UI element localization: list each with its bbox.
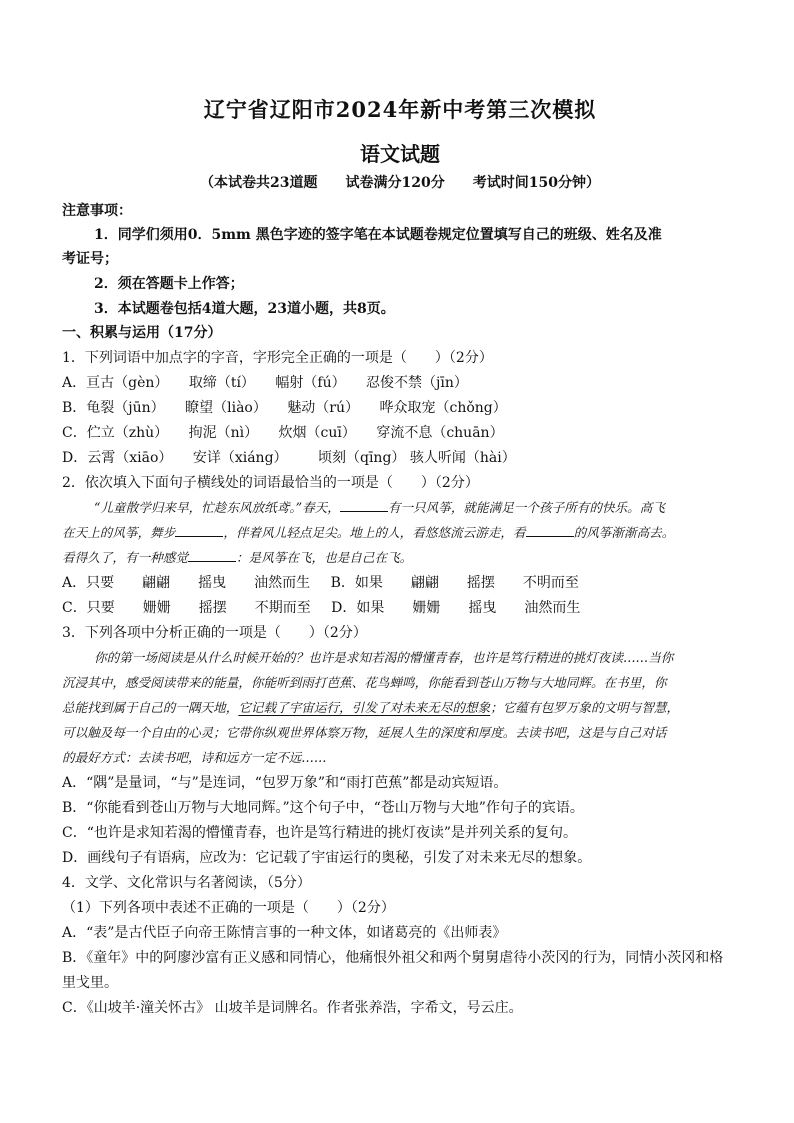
q4-option-b-cont: 里戈里。 [62,975,118,991]
q3-passage-line-4: 可以触及每一个自由的心灵；它带你纵观世界体察万物，延展人生的深度和厚度。去读书吧，这是与自己对话 [62,725,667,740]
answer-blank [175,524,223,537]
q4-stem: 4．文学、文化常识与名著阅读，（5分） [62,875,311,891]
q2-stem: 2．依次填入下面句子横线处的词语最恰当的一项是（ ）（2分） [62,475,479,491]
q2-passage-line-3: 看得久了，有一种感觉 ：是风筝在飞，也是自己在飞。 [62,550,413,565]
q3-option-b: B．“你能看到苍山万物与大地同辉。”这个句子中，“苍山万物与大地”作句子的宾语。 [62,800,584,816]
answer-blank [526,524,574,537]
exam-info: （本试卷共23道题 试卷满分120分 考试时间150分钟） [200,175,600,191]
q2-passage-line-2: 在天上的风筝，舞步 ，伴着风儿轻点足尖。地上的人，看悠悠流云游走，看 的风筝渐渐高去。 [62,525,675,540]
q1-stem: 1．下列词语中加点字的字音，字形完全正确的一项是（ ）（2分） [62,350,493,366]
exam-title: 辽宁省辽阳市2024年新中考第三次模拟 [203,97,597,122]
notes-heading: 注意事项： [62,203,132,219]
q3-passage-line-1: 你的第一场阅读是从什么时候开始的？也许是求知若渴的懵懂青春，也许是笃行精进的挑灯夜读……当你 [94,650,674,665]
q4-option-b: B．《童年》中的阿廖沙富有正义感和同情心，他痛恨外祖父和两个舅舅虐待小茨冈的行为，同情小茨冈和格 [62,950,724,966]
q4-sub1-stem: （1）下列各项中表述不正确的一项是（ ）（2分） [62,900,395,916]
answer-blank [340,499,388,512]
q1-option-b: B．龟裂（jūn） 瞭望（liào） 魅动（rú） 哗众取宠（chǒng） [62,400,507,416]
q2-options-cd: C．只要 姗姗 摇摆 不期而至 D．如果 姗姗 摇曳 油然而生 [62,600,581,616]
note-1: 1．同学们须用0．5mm 黑色字迹的签字笔在本试题卷规定位置填写自己的班级、姓名及准 [94,227,662,243]
q1-option-c: C．伫立（zhù） 拘泥（nì） 炊烟（cuī） 穿流不息（chuān） [62,425,504,441]
q4-option-a: A．“表”是古代臣子向帝王陈情言事的一种文体，如诸葛亮的《出师表》 [62,925,507,941]
q3-option-d: D．画线句子有语病，应改为：它记载了宇宙运行的奥秘，引发了对未来无尽的想象。 [62,850,592,866]
answer-blank [188,549,236,562]
q4-option-c: C．《山坡羊·潼关怀古》 山坡羊是词牌名。作者张养浩，字希文，号云庄。 [62,1000,523,1016]
q3-option-c: C．“也许是求知若渴的懵懂青春，也许是笃行精进的挑灯夜读”是并列关系的复句。 [62,825,578,841]
q3-passage-line-2: 沉浸其中，感受阅读带来的能量，你能听到雨打芭蕉、花鸟蝉鸣，你能看到苍山万物与大地同辉。在书里，你 [62,675,667,690]
subject-title: 语文试题 [360,142,440,166]
underlined-sentence: 它记载了宇宙运行，引发了对未来无尽的想象 [238,700,491,715]
note-1-cont: 考证号； [62,251,118,267]
note-2: 2．须在答题卡上作答； [94,276,244,292]
note-3: 3．本试题卷包括4道大题，23道小题，共8页。 [94,301,395,317]
q3-option-a: A．“隅”是量词，“与”是连词，“包罗万象”和“雨打芭蕉”都是动宾短语。 [62,775,508,791]
q3-passage-line-3: 总能找到属于自己的一隅天地，它记载了宇宙运行，引发了对未来无尽的想象；它蕴有包罗万象的文明与智慧， [62,700,680,715]
q3-passage-line-5: 的最好方式：去读书吧，诗和远方一定不远…… [62,750,327,765]
q1-option-d: D．云霄（xiāo） 安详（xiáng） 顷刻（qīng） 骇人听闻（hài） [62,450,516,466]
q2-passage-line-1: “儿童散学归来早，忙趁东风放纸鸢。”春天， 有一只风筝，就能满足一个孩子所有的快乐。高飞 [94,500,665,515]
q1-option-a: A．亘古（gèn） 取缔（tí） 幅射（fú） 忍俊不禁（jīn） [62,375,468,391]
q2-options-ab: A．只要 翩翩 摇曳 油然而生 B．如果 翩翩 摇摆 不明而至 [62,575,579,591]
q3-stem: 3．下列各项中分析正确的一项是（ ）（2分） [62,625,367,641]
section-heading: 一、积累与运用（17分） [62,325,222,341]
